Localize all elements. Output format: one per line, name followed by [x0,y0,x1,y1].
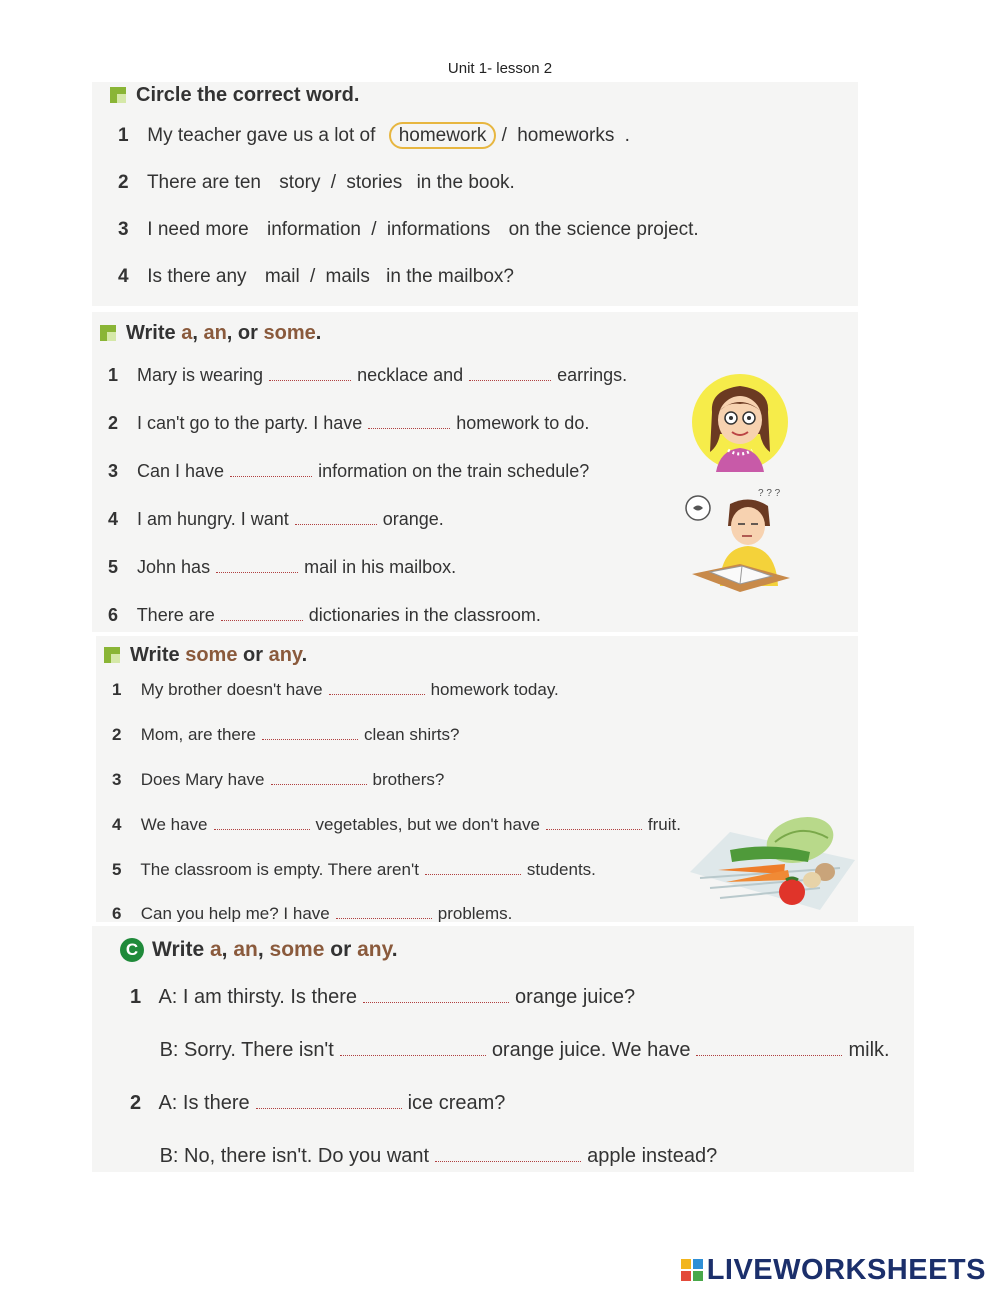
answer-blank[interactable] [262,725,358,740]
s2-item-3: 3 Can I have information on the train schedule? [108,461,590,481]
answer-blank[interactable] [216,558,298,573]
girl-illustration [690,372,790,472]
section-square-icon [104,647,120,663]
answer-blank[interactable] [295,510,377,525]
s2-item-5: 5 John has mail in his mailbox. [108,557,457,577]
s4-item-1a: 1 A: I am thirsty. Is there orange juice? [130,986,636,1008]
answer-blank[interactable] [214,815,310,830]
s3-item-1: 1 My brother doesn't have homework today. [112,680,559,699]
liveworksheets-logo: LIVEWORKSHEETS [681,1254,986,1287]
s3-item-2: 2 Mom, are there clean shirts? [112,725,460,744]
section-square-icon [110,87,126,103]
vegetables-illustration [690,812,855,912]
answer-blank[interactable] [435,1147,581,1162]
s1-item-2: 2 There are ten story / stories in the book. [118,172,515,193]
s3-item-6: 6 Can you help me? I have problems. [112,904,513,922]
choice-information[interactable]: information [266,219,361,240]
section3-heading: Write some or any. [104,644,307,667]
s3-item-5: 5 The classroom is empty. There aren't students. [112,860,596,879]
choice-story[interactable]: story [279,172,321,193]
s2-item-2: 2 I can't go to the party. I have homework to do. [108,413,590,433]
boy-reading-illustration [680,486,795,596]
answer-blank[interactable] [269,366,351,381]
answer-blank[interactable] [256,1094,402,1109]
choice-mails[interactable]: mails [325,266,370,287]
section-square-icon [100,325,116,341]
s1-item-1: 1 My teacher gave us a lot of homework / homeworks . [118,125,630,147]
s4-item-1b: B: Sorry. There isn't orange juice. We have milk. [159,1039,890,1061]
svg-text:? ? ?: ? ? ? [758,488,781,499]
section4-heading: C Write a, an, some or any. [120,938,398,962]
liveworksheets-logo-icon [681,1259,703,1281]
s4-item-2b: B: No, there isn't. Do you want apple instead? [159,1145,718,1167]
answer-blank[interactable] [336,904,432,919]
s2-item-1: 1 Mary is wearing necklace and earrings. [108,365,628,385]
answer-blank[interactable] [546,815,642,830]
section2-heading: Write a, an, or some. [100,322,321,345]
answer-blank[interactable] [696,1041,842,1056]
answer-blank[interactable] [230,462,312,477]
s4-item-2a: 2 A: Is there ice cream? [130,1092,506,1114]
section-c-badge: C [120,938,144,962]
choice-mail[interactable]: mail [264,266,300,287]
s2-item-4: 4 I am hungry. I want orange. [108,509,444,529]
answer-blank[interactable] [368,414,450,429]
answer-blank[interactable] [363,988,509,1003]
answer-blank[interactable] [425,860,521,875]
choice-informations[interactable]: informations [386,219,491,240]
choice-stories[interactable]: stories [346,172,403,193]
s3-item-3: 3 Does Mary have brothers? [112,770,445,789]
choice-homeworks[interactable]: homeworks [517,125,615,146]
page-title: Unit 1- lesson 2 [447,60,553,77]
answer-blank[interactable] [271,770,367,785]
section1-heading: Circle the correct word. [110,84,359,107]
answer-blank[interactable] [469,366,551,381]
s3-item-4: 4 We have vegetables, but we don't have fruit. [112,815,681,834]
s1-item-4: 4 Is there any mail / mails in the mailbox? [118,266,514,287]
s1-item-3: 3 I need more information / informations on the science project. [118,219,699,240]
answer-blank[interactable] [329,680,425,695]
answer-blank[interactable] [221,606,303,621]
s2-item-6: 6 There are dictionaries in the classroom. [108,605,541,625]
choice-homework[interactable]: homework [389,122,497,149]
answer-blank[interactable] [340,1041,486,1056]
